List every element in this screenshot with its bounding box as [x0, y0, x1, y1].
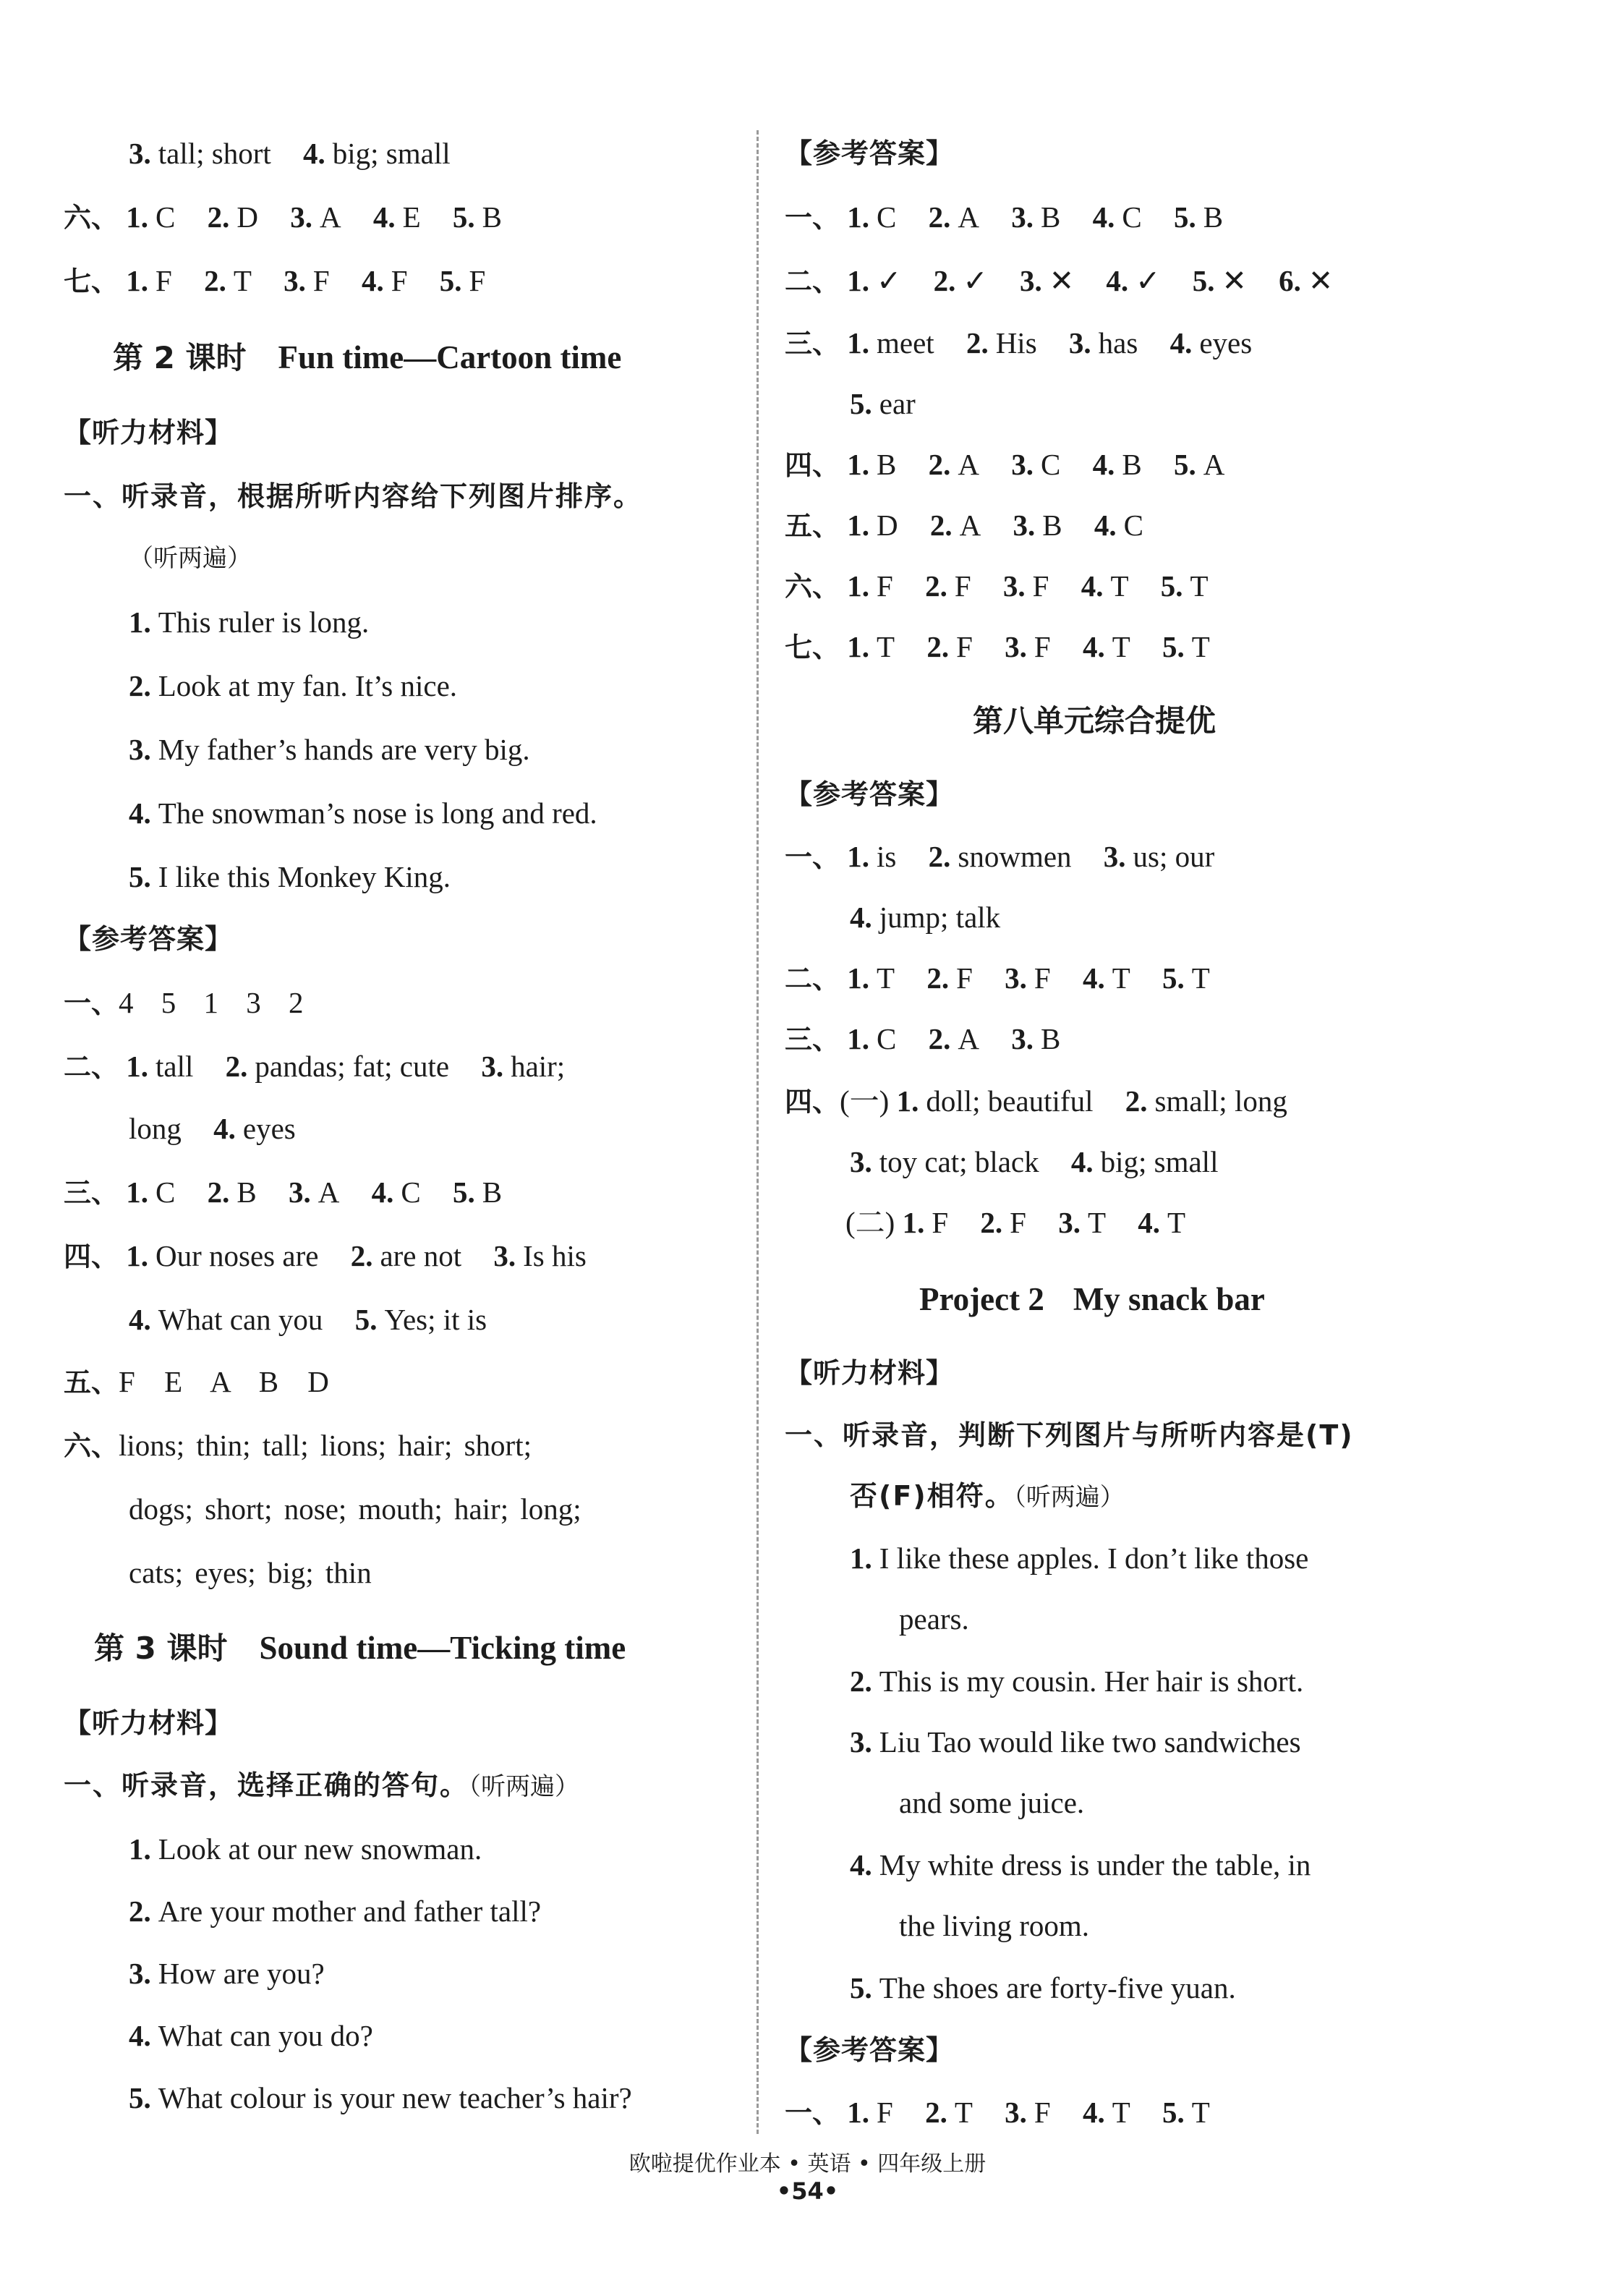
script-line: 1. I like these apples. I don’t like those — [850, 1542, 1309, 1575]
answer-line: 4. What can you 5. Yes; it is — [129, 1303, 487, 1336]
answer-line: 六、 1. F 2. F 3. F 4. T 5. T — [785, 569, 1209, 603]
script-line: and some juice. — [899, 1786, 1085, 1819]
section-heading: 【参考答案】 — [64, 923, 234, 955]
script-line: 3. How are you? — [129, 1957, 325, 1990]
question-instruction: 一、听录音，根据所听内容给下列图片排序。 — [64, 480, 643, 512]
cross-mark: ✕ — [1308, 264, 1334, 297]
answer-line: 一、 1. F 2. T 3. F 4. T 5. T — [785, 2096, 1210, 2129]
answer-line: 二、 1. ✓ 2. ✓ 3. ✕ 4. ✓ 5. ✕ 6. ✕ — [785, 264, 1334, 297]
footer-book-title: 欧啦提优作业本 • 英语 • 四年级上册 — [628, 2151, 987, 2177]
script-line: 4. The snowman’s nose is long and red. — [129, 796, 597, 830]
answer-line: 四、 1. Our noses are 2. are not 3. Is his — [64, 1239, 587, 1272]
answer-line: 3. toy cat; black 4. big; small — [850, 1145, 1219, 1178]
answer-line: 七、 1. F 2. T 3. F 4. F 5. F — [64, 264, 486, 297]
answer-line: 六、 1. C 2. D 3. A 4. E 5. B — [64, 200, 502, 234]
section-heading: 【参考答案】 — [785, 137, 955, 169]
answer-line: 三、 1. meet 2. His 3. has 4. eyes — [785, 326, 1253, 360]
answer-line: 五、 1. D 2. A 3. B 4. C — [785, 509, 1143, 542]
script-line: 4. What can you do? — [129, 2019, 373, 2052]
script-line: the living room. — [899, 1909, 1090, 1942]
answer-line: 三、 1. C 2. A 3. B — [785, 1022, 1061, 1055]
answer-line: 5. ear — [850, 387, 916, 420]
section-heading: 【听力材料】 — [64, 1707, 234, 1739]
answer-line: 一、4 5 1 3 2 — [64, 986, 304, 1019]
answer-line: 四、(一) 1. doll; beautiful 2. small; long — [785, 1084, 1287, 1118]
answer-line: 二、 1. tall 2. pandas; fat; cute 3. hair; — [64, 1050, 566, 1083]
answer-line: 四、 1. B 2. A 3. C 4. B 5. A — [785, 448, 1225, 481]
section-heading: 【听力材料】 — [64, 417, 234, 448]
answer-line: (二) 1. F 2. F 3. T 4. T — [845, 1206, 1186, 1239]
answer-line: 二、 1. T 2. F 3. F 4. T 5. T — [785, 961, 1210, 995]
answer-line: 六、lions; thin; tall; lions; hair; short; — [64, 1429, 532, 1462]
script-line: 1. Look at our new snowman. — [129, 1832, 482, 1866]
script-line: 5. What colour is your new teacher’s hair? — [129, 2081, 632, 2114]
answer-line: 七、 1. T 2. F 3. F 4. T 5. T — [785, 630, 1210, 663]
answer-line: 3. tall; short 4. big; small — [129, 137, 451, 170]
column-divider — [757, 130, 759, 2134]
script-line: 4. My white dress is under the table, in — [850, 1848, 1311, 1882]
script-line: 5. The shoes are forty-five yuan. — [850, 1971, 1236, 2004]
script-line: 1. This ruler is long. — [129, 605, 370, 639]
answer-line: 一、 1. is 2. snowmen 3. us; our — [785, 840, 1215, 873]
project-title: Project 2 My snack bar — [919, 1281, 1265, 1317]
answer-line: cats; eyes; big; thin — [129, 1556, 372, 1589]
answer-line: 一、 1. C 2. A 3. B 4. C 5. B — [785, 200, 1224, 234]
script-line: 3. My father’s hands are very big. — [129, 733, 530, 766]
question-instruction: 一、听录音，选择正确的答句。（听两遍） — [64, 1769, 580, 1801]
script-line: 2. This is my cousin. Her hair is short. — [850, 1664, 1304, 1698]
section-heading: 【参考答案】 — [785, 778, 955, 810]
instruction-note: （听两遍） — [129, 544, 252, 573]
check-mark: ✓ — [877, 264, 902, 297]
script-line: 2. Look at my fan. It’s nice. — [129, 669, 458, 702]
cross-mark: ✕ — [1222, 264, 1247, 297]
lesson-title: 第 3 课时 Sound time—Ticking time — [94, 1630, 626, 1666]
answer-line: 五、F E A B D — [64, 1365, 329, 1398]
script-line: 3. Liu Tao would like two sandwiches — [850, 1725, 1301, 1759]
section-heading: 【听力材料】 — [785, 1357, 955, 1389]
answer-line: long 4. eyes — [129, 1112, 296, 1145]
section-heading: 【参考答案】 — [785, 2034, 955, 2066]
answer-line: 三、 1. C 2. B 3. A 4. C 5. B — [64, 1175, 503, 1209]
lesson-title: 第 2 课时 Fun time—Cartoon time — [113, 339, 622, 375]
script-line: 2. Are your mother and father tall? — [129, 1895, 542, 1928]
unit-title: 第八单元综合提优 — [973, 703, 1216, 739]
answer-line: 4. jump; talk — [850, 901, 1001, 934]
question-instruction: 一、听录音，判断下列图片与所听内容是(T) — [785, 1419, 1354, 1451]
script-line: pears. — [899, 1602, 969, 1636]
check-mark: ✓ — [1135, 264, 1161, 297]
question-instruction: 否(F)相符。（听两遍） — [850, 1480, 1125, 1512]
script-line: 5. I like this Monkey King. — [129, 860, 451, 893]
page-number: •54• — [776, 2177, 839, 2205]
answer-line: dogs; short; nose; mouth; hair; long; — [129, 1492, 581, 1526]
check-mark: ✓ — [963, 264, 988, 297]
cross-mark: ✕ — [1049, 264, 1075, 297]
